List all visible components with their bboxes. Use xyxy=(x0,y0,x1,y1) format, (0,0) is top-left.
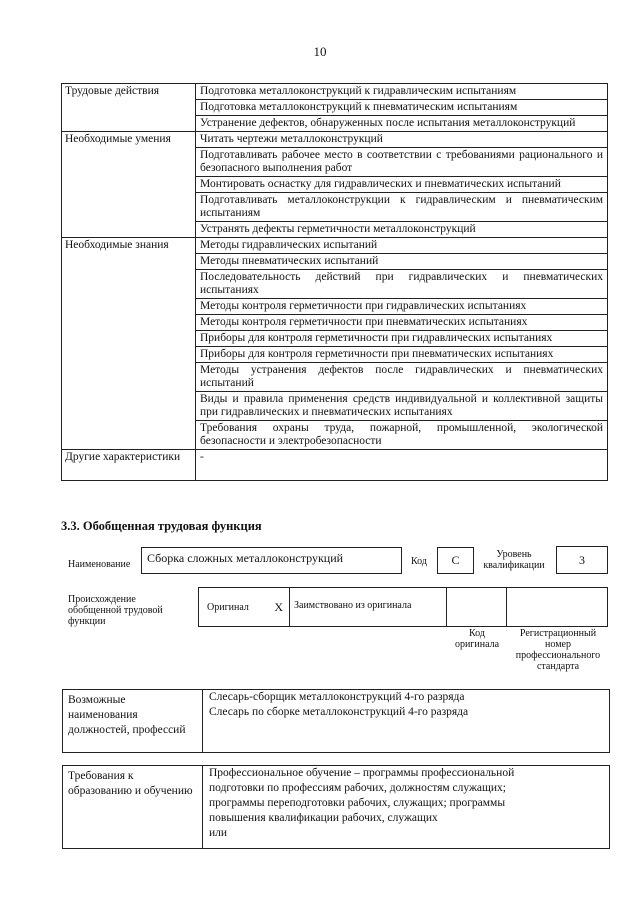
table-cell: Устранение дефектов, обнаруженных после испытания металлоконструкций xyxy=(196,115,607,131)
code-field: C xyxy=(437,547,474,574)
table-cell: Приборы для контроля герметичности при пневматических испытаниях xyxy=(196,346,607,362)
registration-caption: Регистрационный номер профессионального стандарта xyxy=(515,628,601,672)
level-field: 3 xyxy=(556,546,608,574)
origin-code-caption: Код оригинала xyxy=(454,628,500,650)
education-line: подготовки по профессиям рабочих, должностям служащих; xyxy=(209,782,506,794)
table-cell: Подготовка металлоконструкций к гидравлическим испытаниям xyxy=(200,85,517,97)
original-mark: X xyxy=(274,600,283,614)
origin-reg-cell xyxy=(507,587,608,627)
section-title: 3.3. Обобщенная трудовая функция xyxy=(61,519,262,533)
origin-code-cell xyxy=(447,587,507,627)
table-row-skills xyxy=(61,131,608,237)
borrowed-cell xyxy=(290,587,447,627)
table-cell: Виды и правила применения средств индивидуальной и коллективной защиты при гидравлических и пневматических испытаниях xyxy=(196,391,607,420)
table-cell: Методы контроля герметичности при гидравлических испытаниях xyxy=(196,298,607,314)
original-cell xyxy=(198,587,290,627)
education-table xyxy=(62,765,610,849)
row-label: Трудовые действия xyxy=(61,84,196,131)
table-cell: Устранять дефекты герметичности металлоконструкций xyxy=(196,221,607,237)
education-values xyxy=(203,766,609,848)
row-label: Другие характеристики xyxy=(61,450,196,480)
row-items xyxy=(196,450,608,480)
table-cell: Монтировать оснастку для гидравлических и пневматических испытаний xyxy=(196,176,607,192)
level-label: Уровень квалификации xyxy=(483,549,545,571)
positions-table xyxy=(62,689,610,753)
borrowed-label: Заимствовано из оригинала xyxy=(294,600,412,611)
name-label: Наименование xyxy=(68,559,131,570)
row-items xyxy=(196,84,608,131)
original-label: Оригинал xyxy=(207,602,249,613)
table-cell: Методы контроля герметичности при пневматических испытаниях xyxy=(196,314,607,330)
row-label: Необходимые знания xyxy=(61,238,196,449)
table-cell: Последовательность действий при гидравлических и пневматических испытаниях xyxy=(196,269,607,298)
table-cell: Методы устранения дефектов после гидравлических и пневматических испытаний xyxy=(196,362,607,391)
page-number: 10 xyxy=(313,44,327,59)
education-line: или xyxy=(209,827,228,839)
position-item: Слесарь-сборщик металлоконструкций 4-го разряда xyxy=(209,691,465,703)
function-name-field: Сборка сложных металлоконструкций xyxy=(141,547,402,574)
table-cell: Методы пневматических испытаний xyxy=(196,253,607,269)
table-cell: Приборы для контроля герметичности при гидравлических испытаниях xyxy=(196,330,607,346)
row-items xyxy=(196,238,608,449)
origin-table xyxy=(198,587,608,627)
table-row-knowledge xyxy=(61,237,608,449)
table-cell: Подготавливать металлоконструкции к гидравлическим и пневматическим испытаниям xyxy=(196,192,607,221)
table-cell: Подготовка металлоконструкций к пневматическим испытаниям xyxy=(196,99,607,115)
table-cell: - xyxy=(200,451,204,463)
education-line: Профессиональное обучение – программы профессиональной xyxy=(209,767,515,779)
table-cell: Читать чертежи металлоконструкций xyxy=(200,133,383,145)
origin-label: Происхождение обобщенной трудовой функции xyxy=(68,594,163,627)
position-item: Слесарь по сборке металлоконструкций 4-го разряда xyxy=(209,706,469,718)
row-items xyxy=(196,132,608,237)
table-cell: Подготавливать рабочее место в соответствии с требованиями рационального и безопасного выполнения работ xyxy=(196,147,607,176)
education-line: программы переподготовки рабочих, служащих; программы xyxy=(209,797,506,809)
table-cell: Требования охраны труда, пожарной, промышленной, экологической безопасности и электробезопасности xyxy=(196,420,607,449)
education-line: повышения квалификации рабочих, служащих xyxy=(209,812,438,824)
table-cell: Методы гидравлических испытаний xyxy=(200,239,378,251)
table-row-other xyxy=(61,449,608,481)
positions-label: Возможные наименования должностей, профессий xyxy=(63,690,203,752)
code-label: Код xyxy=(411,556,427,567)
table-row-labor-actions xyxy=(61,83,608,131)
row-label: Необходимые умения xyxy=(61,132,196,237)
education-label: Требования к образованию и обучению xyxy=(63,766,203,848)
labor-functions-table xyxy=(61,83,608,481)
positions-values xyxy=(203,690,609,752)
